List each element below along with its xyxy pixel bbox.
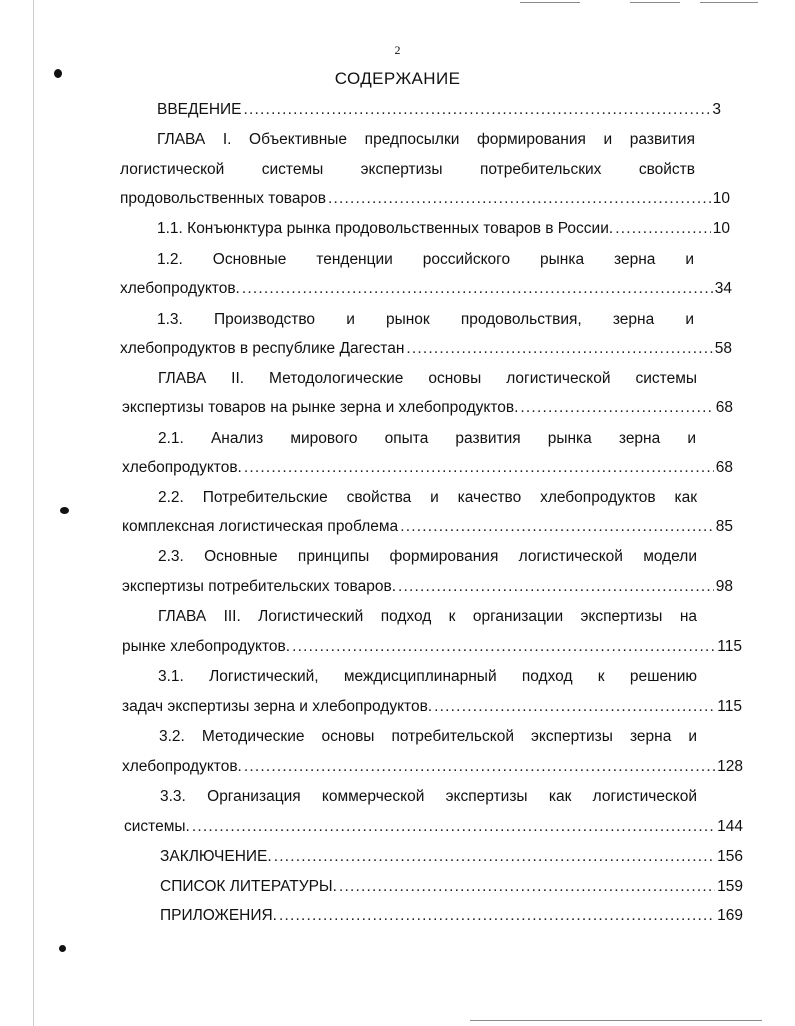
leader-dots: [434, 697, 715, 717]
toc-entry-title: продовольственных товаров: [120, 190, 326, 207]
toc-page-number: 3: [712, 101, 721, 118]
toc-page-number: 159: [717, 878, 743, 895]
toc-entry-appendices: [160, 906, 743, 926]
toc-entry-intro: [157, 100, 721, 120]
toc-entry-title: ВВЕДЕНИЕ: [157, 101, 242, 118]
scan-top-mark: [700, 2, 758, 3]
toc-entry-title: 3.1. Логистический, междисциплинарный подход к решению: [158, 668, 697, 685]
toc-entry-section-3-1-line-2: [122, 697, 742, 717]
toc-page-number: 68: [715, 459, 733, 476]
toc-entry-title: ПРИЛОЖЕНИЯ.: [160, 907, 277, 924]
toc-page-number: 144: [717, 818, 743, 835]
toc-entry-section-1-3-line-2: [120, 339, 732, 359]
toc-entry-section-2-1-line-2: [122, 458, 733, 478]
toc-page-number: 34: [714, 280, 732, 297]
toc-entry-section-1-1: [157, 219, 730, 239]
toc-entry-title: 1.2. Основные тенденции российского рынка зерна и: [157, 251, 694, 268]
toc-entry-title: хлебопродуктов.: [120, 280, 240, 297]
toc-entry-title: 2.2. Потребительские свойства и качество хлебопродуктов как: [158, 489, 697, 506]
toc-entry-section-2-3-line-1: [158, 547, 697, 567]
toc-entry-chapter-1-line-1: [157, 130, 695, 150]
toc-entry-title: 1.1. Конъюнктура рынка продовольственных товаров в России.: [157, 220, 614, 237]
toc-entry-title: экспертизы потребительских товаров.: [122, 578, 396, 595]
leader-dots: [520, 398, 713, 418]
toc-entry-title: ГЛАВА I. Объективные предпосылки формирования и развития: [157, 131, 695, 148]
leader-dots: [244, 757, 715, 777]
toc-page-number: 115: [717, 638, 742, 655]
leader-dots: [279, 906, 715, 926]
page-number: 2: [394, 43, 401, 57]
toc-entry-section-3-2-line-2: [122, 757, 743, 777]
toc-page-number: 58: [714, 340, 732, 357]
toc-entry-chapter-1-line-3: [120, 189, 730, 209]
scan-top-mark: [520, 2, 580, 3]
toc-entry-title: ЗАКЛЮЧЕНИЕ.: [160, 848, 272, 865]
toc-entry-title: хлебопродуктов.: [122, 459, 242, 476]
toc-entry-section-3-2-line-1: [159, 727, 697, 747]
leader-dots: [244, 458, 714, 478]
toc-entry-section-3-3-line-1: [160, 787, 697, 807]
toc-entry-section-2-1-line-1: [158, 429, 696, 449]
toc-entry-title: 2.1. Анализ мирового опыта развития рынка зерна и: [158, 430, 696, 447]
toc-page-number: 10: [712, 220, 730, 237]
toc-entry-title: СПИСОК ЛИТЕРАТУРЫ.: [160, 878, 337, 895]
leader-dots: [615, 219, 711, 239]
toc-entry-section-1-2-line-1: [157, 250, 694, 270]
scan-left-edge: [33, 0, 34, 1026]
leader-dots: [274, 847, 715, 867]
leader-dots: [242, 279, 713, 299]
toc-page-number: 169: [717, 907, 743, 924]
toc-entry-title: 3.3. Организация коммерческой экспертизы как логистической: [160, 788, 697, 805]
leader-dots: [192, 817, 715, 837]
scan-top-mark: [630, 2, 680, 3]
toc-entry-chapter-3-line-1: [158, 607, 697, 627]
toc-entry-title: 3.2. Методические основы потребительской экспертизы зерна и: [159, 728, 697, 745]
leader-dots: [400, 517, 714, 537]
toc-entry-section-1-3-line-1: [157, 310, 694, 330]
toc-entry-section-2-3-line-2: [122, 577, 733, 597]
leader-dots: [292, 637, 715, 657]
toc-entry-title: комплексная логистическая проблема: [122, 518, 399, 535]
toc-entry-section-2-2-line-1: [158, 488, 697, 508]
toc-entry-title: задач экспертизы зерна и хлебопродуктов.: [122, 698, 433, 715]
toc-page-number: 156: [717, 848, 743, 865]
leader-dots: [339, 877, 715, 897]
toc-entry-title: ГЛАВА III. Логистический подход к организации экспертизы на: [158, 608, 697, 625]
leader-dots: [244, 100, 711, 120]
toc-entry-section-2-2-line-2: [122, 517, 733, 537]
toc-page-number: 98: [715, 578, 733, 595]
leader-dots: [398, 577, 714, 597]
toc-entry-title: ГЛАВА II. Методологические основы логистической системы: [158, 370, 697, 387]
toc-page-number: 10: [712, 190, 730, 207]
leader-dots: [328, 189, 711, 209]
toc-entry-chapter-2-line-2: [122, 398, 733, 418]
toc-entry-title: 1.3. Производство и рынок продовольствия, зерна и: [157, 311, 694, 328]
toc-entry-title: 2.3. Основные принципы формирования логистической модели: [158, 548, 697, 565]
toc-entry-conclusion: [160, 847, 743, 867]
toc-entry-title: хлебопродуктов в республике Дагестан: [120, 340, 405, 357]
page-title: СОДЕРЖАНИЕ: [334, 69, 461, 88]
toc-entry-chapter-2-line-1: [158, 369, 697, 389]
hole-punch-mark: [60, 507, 69, 514]
toc-entry-references: [160, 877, 743, 897]
toc-entry-section-3-1-line-1: [158, 667, 697, 687]
toc-entry-title: рынке хлебопродуктов.: [122, 638, 291, 655]
toc-entry-section-1-2-line-2: [120, 279, 732, 299]
toc-page-number: 115: [717, 698, 742, 715]
toc-entry-title: логистической системы экспертизы потребительских свойств: [120, 161, 695, 178]
toc-entry-title: системы.: [124, 818, 190, 835]
toc-entry-chapter-3-line-2: [122, 637, 742, 657]
hole-punch-mark: [59, 945, 66, 952]
toc-page-number: 68: [715, 399, 733, 416]
toc-entry-section-3-3-line-2: [124, 817, 743, 837]
toc-entry-chapter-1-line-2: [120, 160, 695, 180]
toc-page-number: 85: [715, 518, 733, 535]
leader-dots: [406, 339, 712, 359]
toc-page-number: 128: [717, 758, 743, 775]
scan-bottom-line: [470, 1020, 762, 1021]
toc-entry-title: экспертизы товаров на рынке зерна и хлебопродуктов.: [122, 399, 519, 416]
toc-entry-title: хлебопродуктов.: [122, 758, 242, 775]
